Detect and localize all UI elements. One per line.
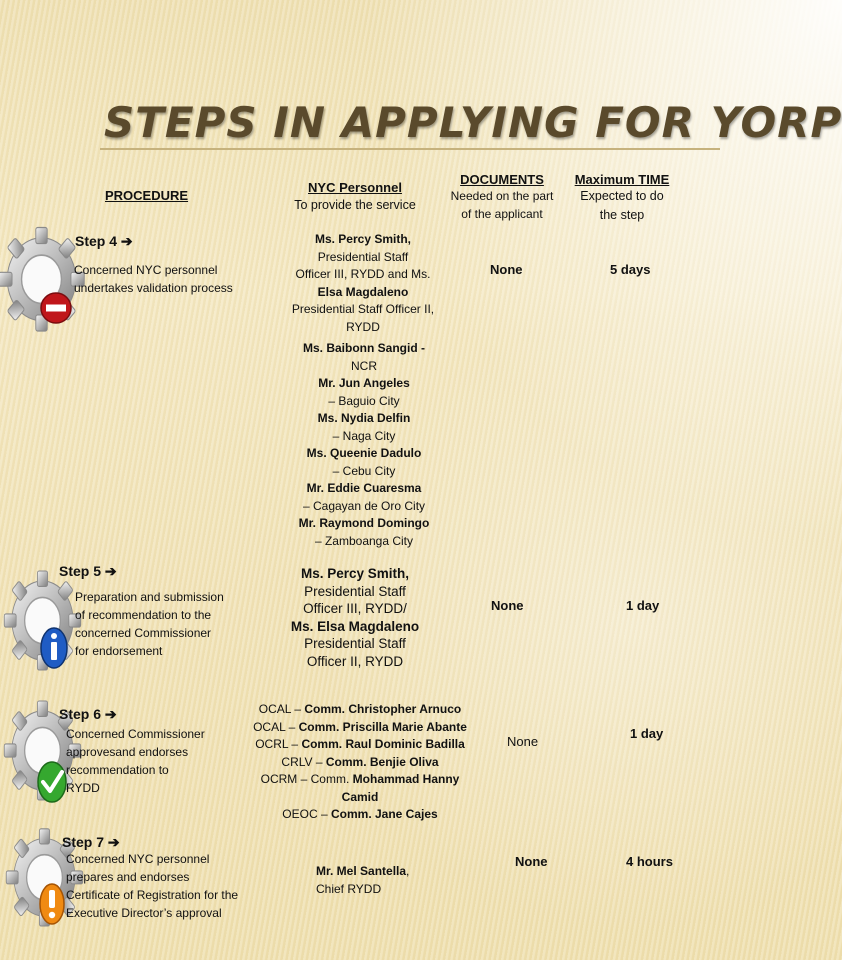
header-personnel	[270, 180, 440, 212]
title-underline	[100, 148, 720, 150]
regional-location: – Naga City	[332, 428, 396, 443]
step4-documents: None	[490, 262, 523, 277]
page-title: STEPS IN APPLYING FOR YORP	[104, 98, 842, 147]
step4-regional-list	[280, 340, 448, 550]
step4-personnel-pos1b: Officer III, RYDD and Ms.	[295, 267, 431, 281]
step7-personnel-comma: ,	[406, 864, 410, 878]
regional-name: Mr. Raymond Domingo	[298, 516, 430, 530]
commissioner-name: Comm. Raul Dominic Badilla	[301, 737, 465, 751]
step7-label: Step 7 ➔	[62, 834, 120, 850]
step6-documents: None	[507, 734, 539, 749]
step5-label: Step 5 ➔	[59, 563, 117, 579]
step7-personnel	[316, 862, 409, 898]
step7-personnel-name: Mr. Mel Santella	[316, 864, 407, 878]
commissioner-office: OCRM – Comm.	[260, 772, 353, 786]
header-time-sub2: the step	[599, 208, 645, 222]
step7-documents: None	[515, 854, 548, 869]
commissioner-office: OCAL –	[253, 719, 299, 734]
step5-personnel-pos1a: Presidential Staff	[304, 583, 406, 599]
commissioner-name: Comm. Christopher Arnuco	[304, 702, 462, 716]
step4-desc-line2: undertakes validation process	[74, 281, 233, 295]
step5-time: 1 day	[626, 598, 660, 613]
header-time-title: Maximum TIME	[574, 172, 670, 187]
step4-personnel-name1: Ms. Percy Smith,	[314, 232, 412, 246]
header-documents-sub1: Needed on the part	[450, 189, 554, 203]
commissioner-name: Comm. Benjie Oliva	[325, 754, 439, 769]
step6-commissioners	[244, 701, 476, 824]
header-documents-sub2: of the applicant	[461, 207, 543, 221]
step6-desc-line4: RYDD	[66, 781, 100, 795]
step6-description	[66, 725, 205, 797]
step5-personnel-name1: Ms. Percy Smith,	[300, 566, 410, 581]
step4-personnel-name2: Elsa Magdaleno	[317, 284, 409, 299]
header-documents	[440, 172, 564, 223]
step6-desc-line3: recommendation to	[66, 763, 169, 777]
step6-desc-line1: Concerned Commissioner	[66, 727, 205, 741]
step5-description	[75, 588, 224, 660]
step4-description	[74, 261, 233, 297]
gear-stop-icon	[6, 216, 76, 334]
step7-time: 4 hours	[626, 854, 673, 869]
header-procedure: PROCEDURE	[105, 188, 189, 203]
regional-name: Mr. Eddie Cuaresma	[306, 481, 422, 495]
step6-time: 1 day	[630, 726, 664, 741]
regional-name: Mr. Jun Angeles	[318, 376, 410, 390]
step4-personnel-pos2a: Presidential Staff Officer II,	[291, 302, 435, 316]
step4-personnel-pos2b: RYDD	[346, 319, 380, 334]
step5-desc-line3: concerned Commissioner	[75, 626, 212, 640]
regional-location: NCR	[351, 358, 377, 373]
step5-desc-line2: of recommendation to the	[75, 608, 212, 622]
regional-location: – Cebu City	[332, 463, 396, 478]
step7-desc-line4: Executive Director’s approval	[66, 906, 222, 920]
step7-desc-line3: Certificate of Registration for the	[66, 888, 239, 902]
step5-personnel-pos2a: Presidential Staff	[304, 636, 406, 651]
commissioner-office: OCAL –	[258, 702, 305, 716]
commissioner-name-cont: Camid	[341, 789, 379, 804]
step5-personnel-pos2b: Officer II, RYDD	[306, 653, 404, 669]
regional-name: Ms. Nydia Delfin	[317, 411, 411, 425]
step4-desc-line1: Concerned NYC personnel	[74, 263, 218, 277]
step4-time: 5 days	[610, 262, 651, 277]
commissioner-office: OEOC –	[282, 807, 331, 821]
header-documents-title: DOCUMENTS	[460, 172, 544, 187]
step7-desc-line2: prepares and endorses	[66, 870, 190, 884]
step4-personnel-pos1a: Presidential Staff	[317, 249, 409, 264]
step6-desc-line2: approvesand endorses	[66, 745, 189, 759]
commissioner-office: OCRL –	[255, 737, 302, 751]
commissioner-name: Comm. Priscilla Marie Abante	[298, 719, 467, 734]
step5-desc-line4: for endorsement	[75, 644, 163, 658]
regional-location: – Baguio City	[328, 393, 400, 408]
header-personnel-sub: To provide the service	[294, 198, 416, 212]
regional-name: Ms. Baibonn Sangid -	[303, 341, 425, 355]
commissioner-name: Comm. Jane Cajes	[330, 807, 438, 821]
step7-personnel-position: Chief RYDD	[316, 882, 382, 896]
step4-personnel	[286, 231, 440, 336]
step5-personnel-name2: Ms. Elsa Magdaleno	[290, 618, 420, 634]
step5-desc-line1: Preparation and submission	[75, 590, 224, 604]
regional-location: – Cagayan de Oro City	[302, 498, 426, 513]
step5-personnel-pos1b: Officer III, RYDD/	[303, 601, 407, 616]
step5-personnel	[270, 565, 440, 670]
regional-name: Ms. Queenie Dadulo	[306, 446, 422, 460]
step5-documents: None	[491, 598, 524, 613]
step6-label: Step 6 ➔	[59, 706, 117, 722]
step7-desc-line1: Concerned NYC personnel	[66, 852, 210, 866]
header-time	[560, 172, 684, 225]
header-time-sub1: Expected to do	[580, 189, 664, 203]
step7-description	[66, 850, 238, 922]
step4-label: Step 4 ➔	[75, 233, 133, 249]
regional-location: – Zamboanga City	[314, 533, 414, 548]
commissioner-name: Mohammad Hanny	[352, 772, 460, 786]
commissioner-office: CRLV –	[281, 754, 326, 769]
header-personnel-title: NYC Personnel	[308, 180, 402, 195]
